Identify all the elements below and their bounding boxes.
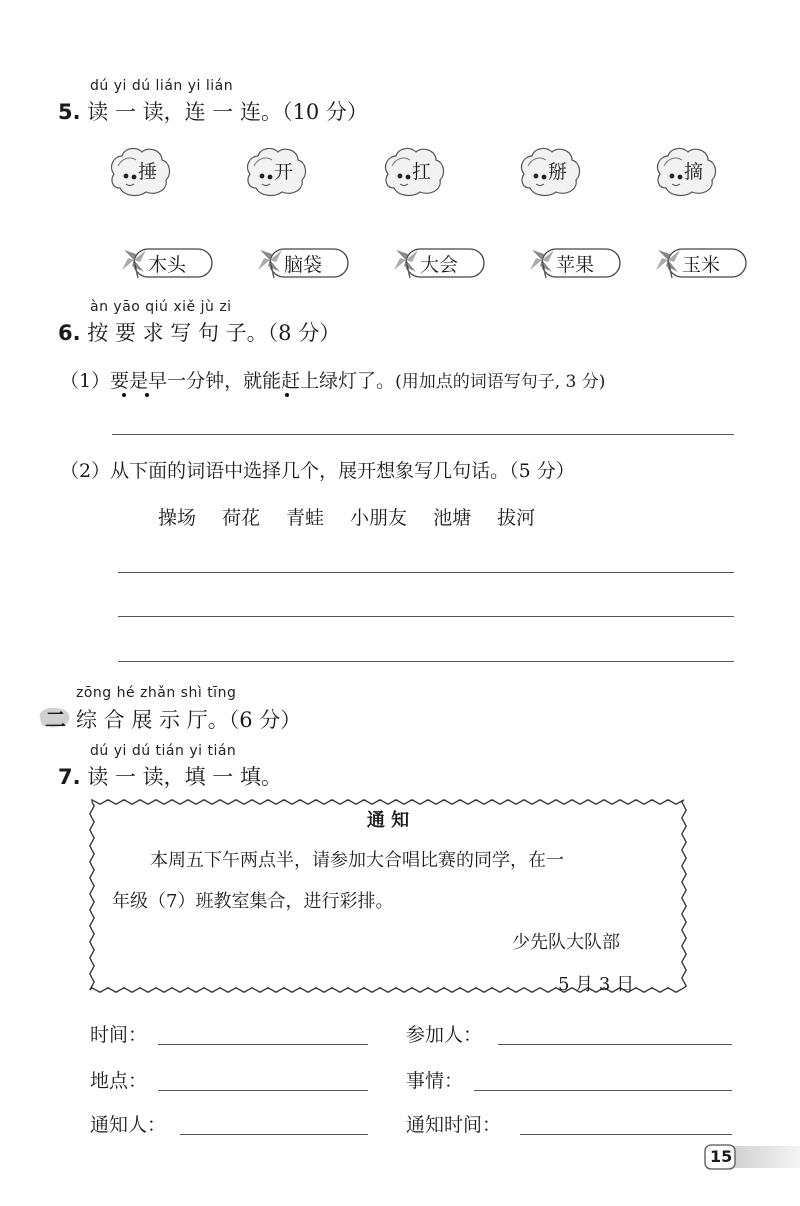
section-badge: [36, 704, 72, 730]
field-notify-time-input[interactable]: [520, 1134, 732, 1135]
section-pinyin: zōng hé zhǎn shì tīng: [76, 685, 237, 701]
section-text: 综 合 展 示 厅。: [76, 708, 229, 732]
q5-heading: [58, 96, 368, 126]
field-place-input[interactable]: [158, 1090, 368, 1091]
q6-score: （8 分）: [267, 321, 341, 345]
q5-pinyin: dú yi dú lián yi lián: [90, 78, 234, 94]
object-text: 木头: [148, 254, 187, 276]
field-place-label: 地点：: [90, 1070, 148, 1092]
notice-line-1: 本周五下午两点半，请参加大合唱比赛的同学，在一: [150, 850, 564, 871]
verb-text: 扛: [412, 161, 432, 183]
word-option: 池塘: [433, 507, 472, 529]
q7-pinyin: dú yi dú tián yi tián: [90, 743, 237, 759]
emphasis-dot: [145, 393, 149, 397]
q6-part2: [60, 456, 575, 483]
field-matter-label: 事情：: [406, 1070, 464, 1092]
word-option: 荷花: [222, 507, 261, 529]
q6-part2-label: （2）: [60, 460, 111, 482]
object-card[interactable]: [392, 244, 486, 280]
section-heading: [76, 704, 301, 734]
verb-card[interactable]: [654, 144, 718, 196]
section-score: （6 分）: [228, 708, 302, 732]
object-card[interactable]: [120, 244, 214, 280]
q6-part1: [60, 366, 605, 393]
q6-text: 按 要 求 写 句 子。: [87, 321, 268, 345]
answer-line-2[interactable]: [118, 572, 734, 573]
word-option: 操场: [158, 507, 197, 529]
q6-part1-label: （1）: [60, 370, 111, 392]
q6-part1-text: 要是早一分钟，就能赶上绿灯了。: [110, 370, 396, 392]
emphasis-dot: [285, 393, 289, 397]
verb-text: 开: [274, 161, 294, 183]
q7-text: 读 一 读，填 一 填。: [87, 765, 282, 789]
answer-line-4[interactable]: [118, 661, 734, 662]
verb-card[interactable]: [244, 144, 308, 196]
notice-date: 5 月 3 日: [558, 974, 635, 995]
notice-line-2: 年级（7）班教室集合，进行彩排。: [112, 891, 394, 912]
object-text: 苹果: [556, 254, 595, 276]
field-notifier-input[interactable]: [180, 1134, 368, 1135]
q6-part2-text: 从下面的词语中选择几个，展开想象写几句话。: [110, 460, 510, 482]
word-option: 小朋友: [350, 507, 408, 529]
object-text: 玉米: [682, 254, 721, 276]
section-badge-number: 二: [45, 707, 66, 732]
verb-text: 掰: [548, 161, 568, 183]
field-notifier-label: 通知人：: [90, 1114, 167, 1136]
field-participants-input[interactable]: [498, 1044, 732, 1045]
verb-text: 摘: [684, 161, 704, 183]
object-text: 脑袋: [284, 254, 323, 276]
object-card[interactable]: [256, 244, 350, 280]
verb-card[interactable]: [518, 144, 582, 196]
notice-signer: 少先队大队部: [512, 932, 620, 953]
q7-heading: [58, 761, 282, 791]
page-number: 15: [710, 1147, 733, 1166]
word-option: 青蛙: [286, 507, 325, 529]
field-matter-input[interactable]: [474, 1090, 732, 1091]
emphasis-dot: [122, 393, 126, 397]
notice-title: 通 知: [366, 810, 410, 831]
q6-number: 6.: [58, 321, 81, 345]
object-text: 大会: [420, 254, 459, 276]
field-participants-label: 参加人：: [406, 1024, 483, 1046]
field-time-label: 时间：: [90, 1024, 148, 1046]
verb-card[interactable]: [382, 144, 446, 196]
page-number-tab: [704, 1144, 800, 1170]
field-time-input[interactable]: [158, 1044, 368, 1045]
object-card[interactable]: [654, 244, 748, 280]
field-notify-time-label: 通知时间：: [406, 1114, 502, 1136]
verb-card[interactable]: [108, 144, 172, 196]
q6-part2-score: （5 分）: [509, 460, 575, 482]
q7-number: 7.: [58, 765, 81, 789]
verb-text: 捶: [138, 161, 158, 183]
q5-number: 5.: [58, 100, 81, 124]
q5-score: （10 分）: [281, 100, 368, 124]
answer-line-3[interactable]: [118, 616, 734, 617]
q6-pinyin: àn yāo qiú xiě jù zi: [90, 299, 232, 315]
q5-text: 读 一 读，连 一 连。: [87, 100, 282, 124]
q6-heading: [58, 317, 340, 347]
object-card[interactable]: [528, 244, 622, 280]
word-option: 拔河: [497, 507, 536, 529]
q6-part1-note: (用加点的词语写句子, 3 分): [395, 372, 606, 392]
notice-box: [88, 798, 688, 994]
word-list: [158, 503, 561, 530]
answer-line-1[interactable]: [112, 434, 734, 435]
